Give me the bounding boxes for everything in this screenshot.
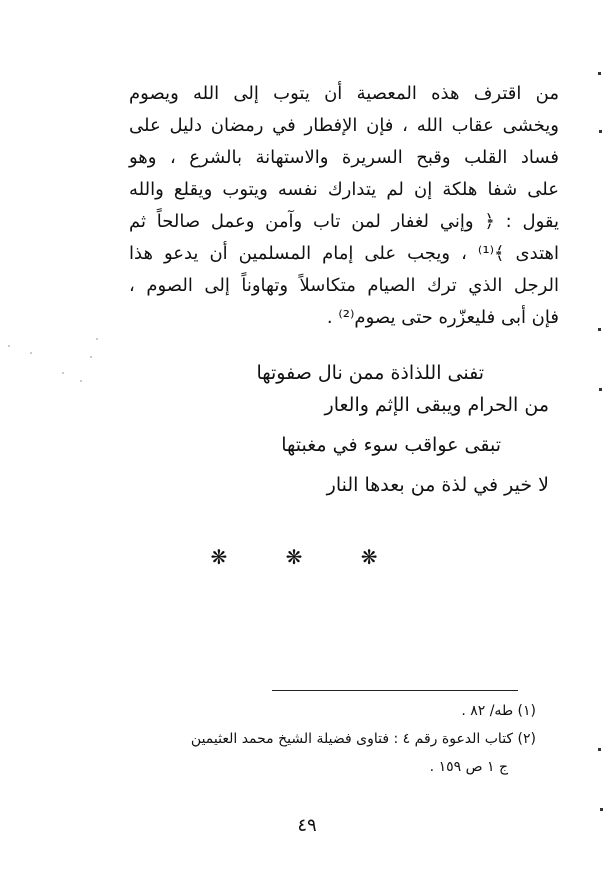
poem-verse: تفنى اللذاذة ممن نال صفوتها bbox=[256, 362, 484, 384]
scan-speck bbox=[30, 352, 32, 354]
footnote-2: (٢) كتاب الدعوة رقم ٤ : فتاوى فضيلة الشيخ محمد العثيمين bbox=[190, 731, 536, 747]
scan-speck bbox=[96, 338, 98, 340]
paragraph-line: يقول : ﴿ وإني لغفار لمن تاب وآمن وعمل صالحاً ثم bbox=[129, 211, 559, 232]
footnote-1: (١) طه/ ٨٢ . bbox=[461, 703, 536, 719]
section-separator: ❋ ❋ ❋ bbox=[210, 545, 404, 569]
main-paragraph bbox=[129, 78, 559, 334]
paragraph-line: ويخشى عقاب الله ، فإن الإفطار في رمضان دليل على bbox=[129, 115, 559, 136]
page-number: ٤٩ bbox=[297, 815, 317, 836]
paragraph-line: من اقترف هذه المعصية أن يتوب إلى الله ويصوم bbox=[129, 83, 559, 104]
footnote-rule bbox=[272, 690, 518, 691]
scan-mark bbox=[600, 808, 603, 811]
paragraph-line: فساد القلب وقبح السريرة والاستهانة بالشرع ، وهو bbox=[129, 147, 559, 168]
scan-mark bbox=[598, 748, 601, 751]
scan-speck bbox=[80, 380, 82, 382]
scan-speck bbox=[62, 372, 64, 374]
scan-mark bbox=[598, 72, 601, 75]
scan-mark bbox=[599, 388, 602, 391]
scan-speck bbox=[90, 356, 92, 358]
paragraph-line: الرجل الذي ترك الصيام متكاسلاً وتهاوناً إلى الصوم ، bbox=[129, 275, 559, 296]
poem-verse: لا خير في لذة من بعدها النار bbox=[326, 474, 549, 496]
footnote-2-continuation: ج ١ ص ١٥٩ . bbox=[429, 759, 508, 775]
paragraph-line: اهتدى ﴾⁽¹⁾ ، ويجب على إمام المسلمين أن يدعو هذا bbox=[129, 243, 559, 264]
poem-verse: من الحرام ويبقى الإثم والعار bbox=[324, 394, 549, 416]
paragraph-line: فإن أبى فليعزّره حتى يصوم⁽²⁾ . bbox=[326, 307, 559, 328]
scan-mark bbox=[599, 130, 602, 133]
poem-verse: تبقى عواقب سوء في مغبتها bbox=[281, 434, 501, 456]
scan-mark bbox=[598, 328, 601, 331]
scan-speck bbox=[8, 345, 10, 347]
paragraph-line: على شفا هلكة إن لم يتدارك نفسه ويتوب ويقلع والله bbox=[129, 179, 559, 200]
footnotes bbox=[86, 697, 536, 781]
